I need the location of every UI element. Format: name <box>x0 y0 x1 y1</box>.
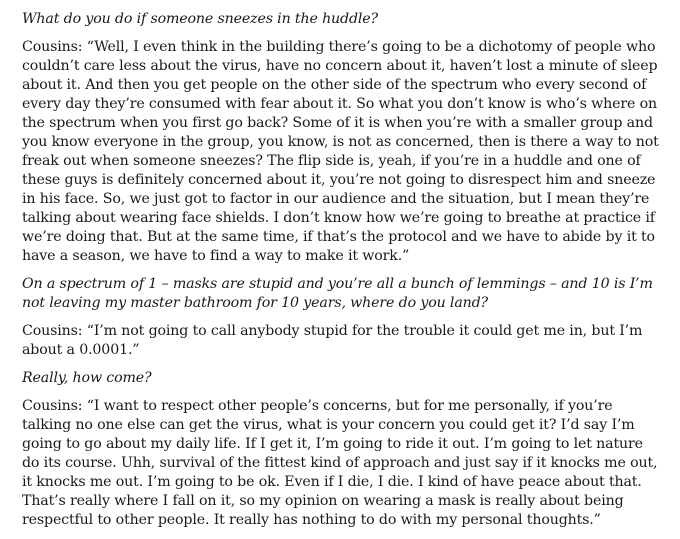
answer-text: Cousins: “Well, I even think in the building there’s going to be a dichotomy of people who couldn’t care less about the virus, have no concern about it, haven’t lost a minute of sleep about it. And then you get people on the other side of the spectrum who every second of every day they’re consumed with fear about it. So what you don’t know is who’s where on the spectrum when you first go back? Some of it is when you’re with a smaller group and you know everyone in the group, you know, is not as concerned, then is there a way to not freak out when someone sneezes? The flip side is, yeah, if you’re in a huddle and one of these guys is definitely concerned about it, you’re not going to disrespect him and sneeze in his face. So, we just got to factor in our audience and the situation, but I mean they’re talking about wearing face shields. I don’t know how we’re going to breathe at practice if we’re doing that. But at the same time, if that’s the protocol and we have to abide by it to have a season, we have to find a way to make it work.” <box>22 39 659 264</box>
answer-paragraph <box>22 322 662 360</box>
answer-paragraph <box>22 38 662 266</box>
answer-paragraph <box>22 397 662 530</box>
question-text: What do you do if someone sneezes in the huddle? <box>22 11 378 27</box>
question-paragraph <box>22 369 662 388</box>
question-paragraph <box>22 275 662 313</box>
answer-text: Cousins: “I’m not going to call anybody stupid for the trouble it could get me in, but I’m about a 0.0001.” <box>22 323 643 358</box>
answer-text: Cousins: “I want to respect other people’s concerns, but for me personally, if you’re talking no one else can get the virus, what is your concern you could get it? I’d say I’m going to go about my daily life. If I get it, I’m going to ride it out. I’m going to let nature do its course. Uhh, survival of the fittest kind of approach and just say if it knocks me out, it knocks me out. I’m going to be ok. Even if I die, I die. I kind of have peace about that. That’s really where I fall on it, so my opinion on wearing a mask is really about being respectful to other people. It really has nothing to do with my personal thoughts.” <box>22 398 658 528</box>
question-paragraph <box>22 10 662 29</box>
question-text: Really, how come? <box>22 370 152 386</box>
article-body <box>22 10 662 539</box>
question-text: On a spectrum of 1 – masks are stupid and you’re all a bunch of lemmings – and 10 is I’m not leaving my master bathroom for 10 years, where do you land? <box>22 276 653 311</box>
